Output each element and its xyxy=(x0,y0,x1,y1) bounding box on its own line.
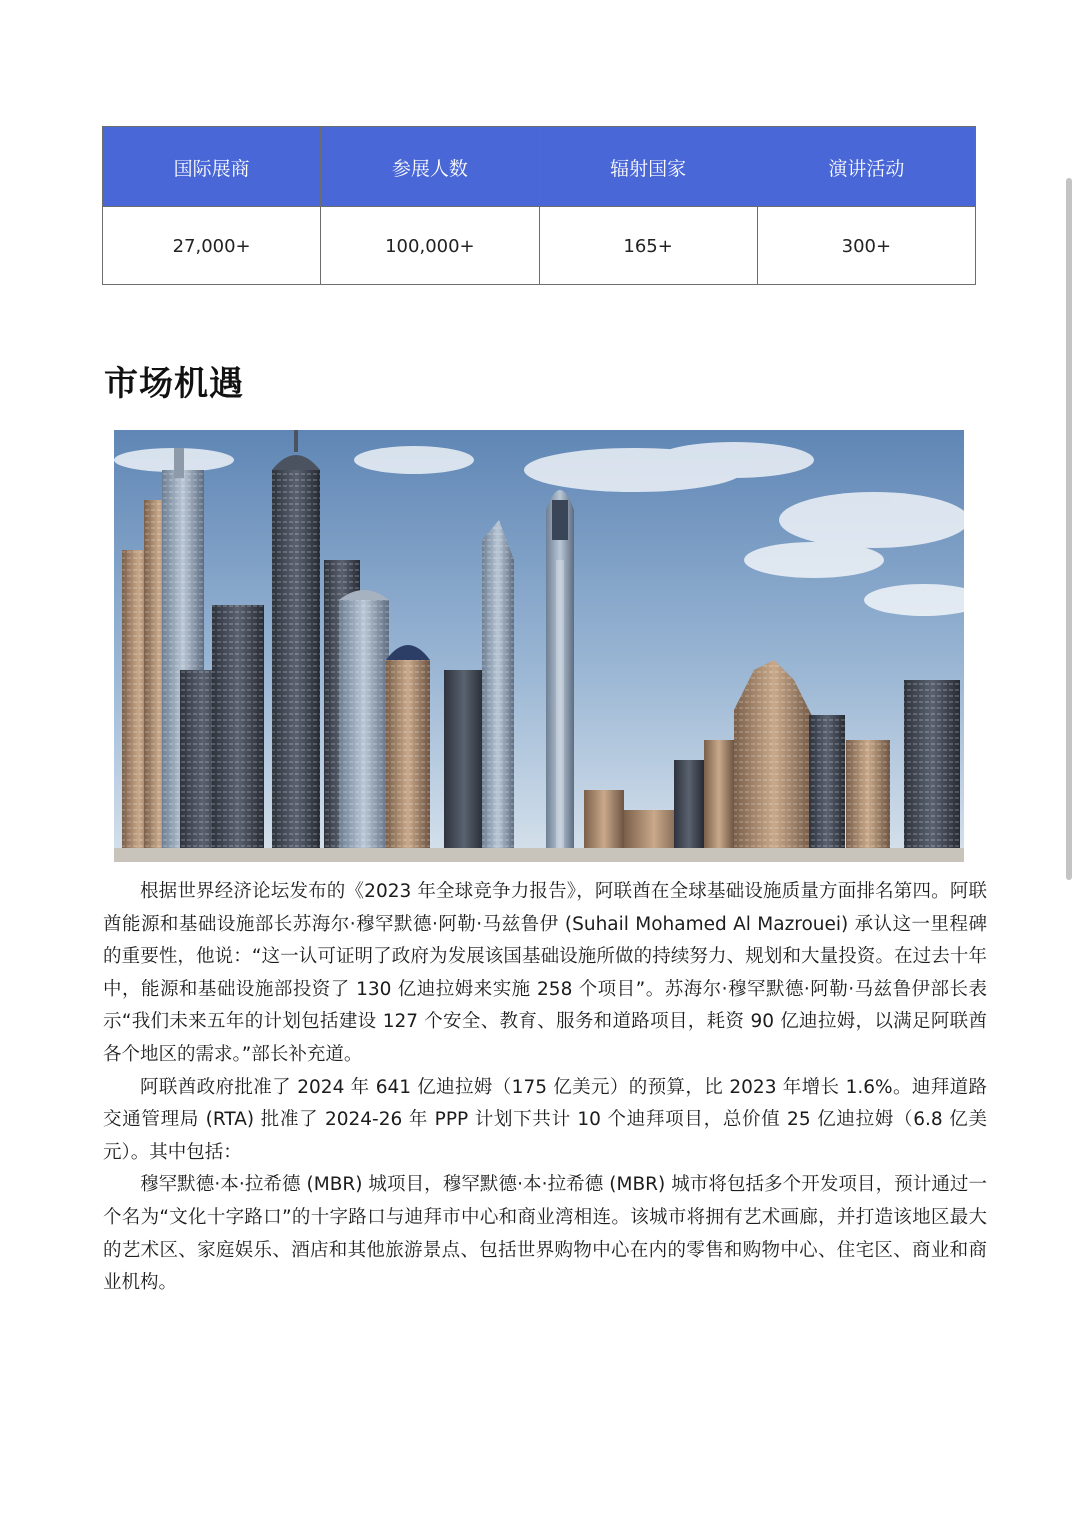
value-countries: 165+ xyxy=(539,207,757,285)
scrollbar-thumb[interactable] xyxy=(1066,178,1072,880)
section-title: 市场机遇 xyxy=(104,364,244,404)
stats-value-row xyxy=(103,207,976,285)
header-visitors: 参展人数 xyxy=(321,127,539,207)
stats-table xyxy=(102,126,976,285)
header-countries: 辐射国家 xyxy=(539,127,757,207)
value-talks: 300+ xyxy=(757,207,975,285)
value-exhibitors: 27,000+ xyxy=(103,207,321,285)
body-text xyxy=(103,876,987,1300)
header-exhibitors: 国际展商 xyxy=(103,127,321,207)
paragraph: 阿联酋政府批准了 2024 年 641 亿迪拉姆（175 亿美元）的预算，比 2023 年增长 1.6%。迪拜道路交通管理局 (RTA) 批准了 2024-26 年 PPP 计划下共计 10 个迪拜项目，总价值 25 亿迪拉姆（6.8 亿美元）。其中包括： xyxy=(103,1076,987,1163)
paragraph: 穆罕默德·本·拉希德 (MBR) 城项目，穆罕默德·本·拉希德 (MBR) 城市将包括多个开发项目，预计通过一个名为“文化十字路口”的十字路口与迪拜市中心和商业湾相连。该城市将拥有艺术画廊，并打造该地区最大的艺术区、家庭娱乐、酒店和其他旅游景点、包括世界购物中心在内的零售和购物中心、住宅区、商业和商业机构。 xyxy=(103,1174,987,1294)
header-talks: 演讲活动 xyxy=(757,127,975,207)
stats-header-row xyxy=(103,127,976,207)
paragraph: 根据世界经济论坛发布的《2023 年全球竞争力报告》，阿联酋在全球基础设施质量方面排名第四。阿联酋能源和基础设施部长苏海尔·穆罕默德·阿勒·马兹鲁伊 (Suhail Mohamed Al Mazrouei) 承认这一里程碑的重要性，他说：“这一认可证明了政府为发展该国基础设施所做的持续努力、规划和大量投资。在过去十年中，能源和基础设施部投资了 130 亿迪拉姆来实施 258 个项目”。苏海尔·穆罕默德·阿勒·马兹鲁伊部长表示“我们未来五年的计划包括建设 127 个安全、教育、服务和道路项目，耗资 90 亿迪拉姆，以满足阿联酋各个地区的需求。”部长补充道。 xyxy=(103,881,987,1065)
skyline-photo xyxy=(114,430,964,862)
value-visitors: 100,000+ xyxy=(321,207,539,285)
